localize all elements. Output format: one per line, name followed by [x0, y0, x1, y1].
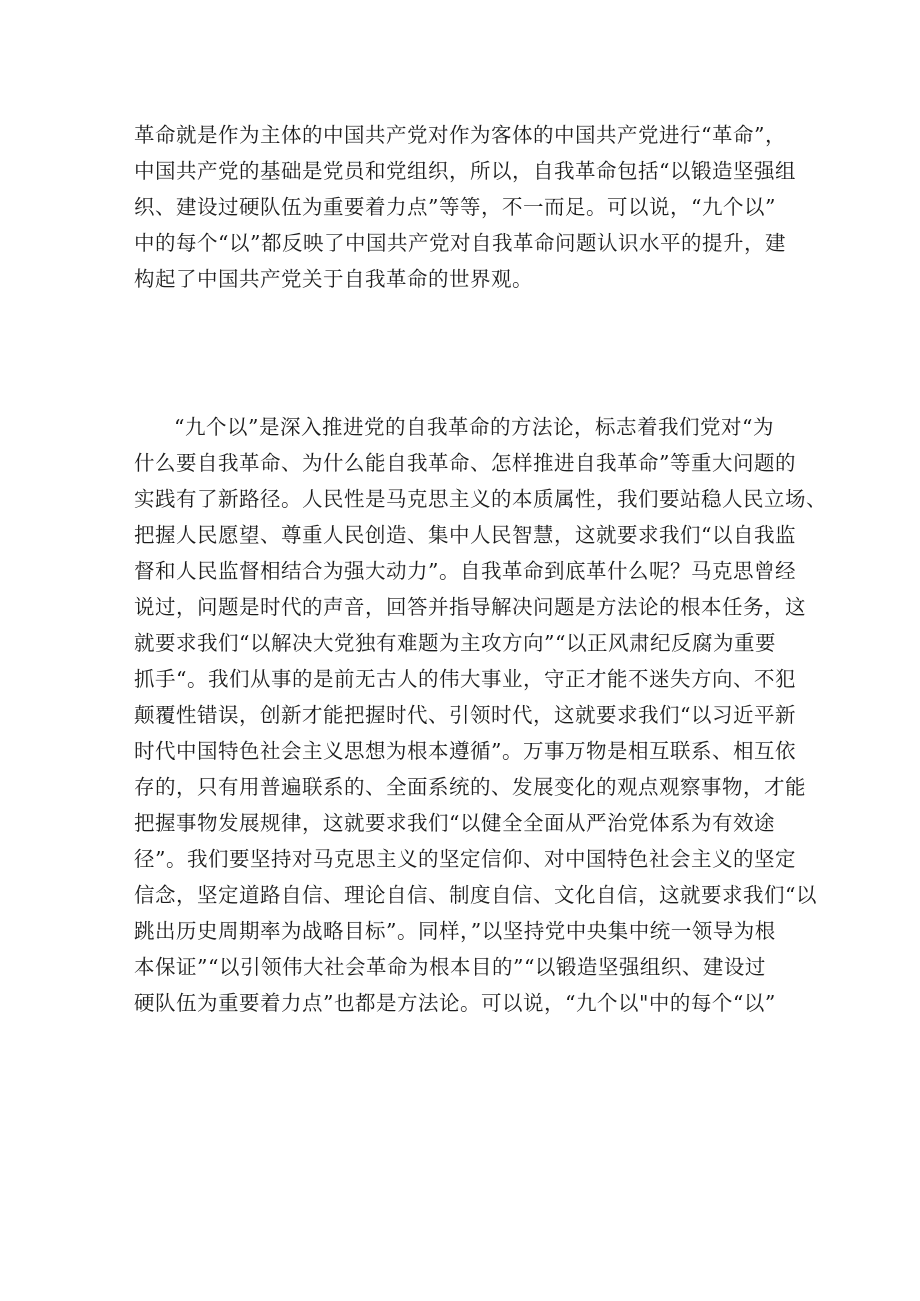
paragraph-1 — [134, 117, 794, 297]
paragraph-line: 硬队伍为重要着力点”也都是方法论。可以说，“九个以"中的每个“以” — [134, 991, 776, 1015]
paragraph-line: 把握人民愿望、尊重人民创造、集中人民智慧，这就要求我们“以自我监 — [134, 523, 796, 547]
paragraph-line: 织、建设过硬队伍为重要着力点”等等，不一而足。可以说，“九个以” — [134, 195, 776, 219]
paragraph-line: 实践有了新路径。人民性是马克思主义的本质属性，我们要站稳人民立场、 — [134, 487, 827, 511]
paragraph-line: 信念，坚定道路自信、理论自信、制度自信、文化自信，这就要求我们“以 — [134, 883, 817, 907]
paragraph-2 — [134, 409, 827, 1021]
paragraph-line: 径”。我们要坚持对马克思主义的坚定信仰、对中国特色社会主义的坚定 — [134, 847, 796, 871]
paragraph-line: 说过，问题是时代的声音，回答并指导解决问题是方法论的根本任务，这 — [134, 595, 806, 619]
paragraph-line: 什么要自我革命、为什么能自我革命、怎样推进自我革命”等重大问题的 — [134, 451, 796, 475]
paragraph-line: 构起了中国共产党关于自我革命的世界观。 — [134, 267, 533, 291]
paragraph-line: 就要求我们“以解决大党独有难题为主攻方向”“以正风肃纪反腐为重要 — [134, 631, 776, 655]
paragraph-line: 跳出历史周期率为战略目标”。同样，”以坚持党中央集中统一领导为根 — [134, 919, 776, 943]
paragraph-line: 抓手“。我们从事的是前无古人的伟大事业，守正才能不迷失方向、不犯 — [134, 667, 796, 691]
paragraph-line: “九个以”是深入推进党的自我革命的方法论，标志着我们党对“为 — [174, 415, 774, 439]
paragraph-line: 革命就是作为主体的中国共产党对作为客体的中国共产党进行“革命”， — [134, 123, 786, 147]
paragraph-line: 本保证”“以引领伟大社会革命为根本目的”“以锻造坚强组织、建设过 — [134, 955, 766, 979]
paragraph-line: 时代中国特色社会主义思想为根本遵循”。万事万物是相互联系、相互依 — [134, 739, 796, 763]
paragraph-line: 督和人民监督相结合为强大动力”。自我革命到底革什么呢？马克思曾经 — [134, 559, 796, 583]
paragraph-line: 把握事物发展规律，这就要求我们“以健全全面从严治党体系为有效途 — [134, 811, 775, 835]
paragraph-line: 中的每个“以”都反映了中国共产党对自我革命问题认识水平的提升，建 — [134, 231, 786, 255]
paragraph-line: 存的，只有用普遍联系的、全面系统的、发展变化的观点观察事物，才能 — [134, 775, 806, 799]
paragraph-line: 中国共产党的基础是党员和党组织，所以，自我革命包括“以锻造坚强组 — [134, 159, 796, 183]
paragraph-line: 颠覆性错误，创新才能把握时代、引领时代，这就要求我们“以习近平新 — [134, 703, 796, 727]
